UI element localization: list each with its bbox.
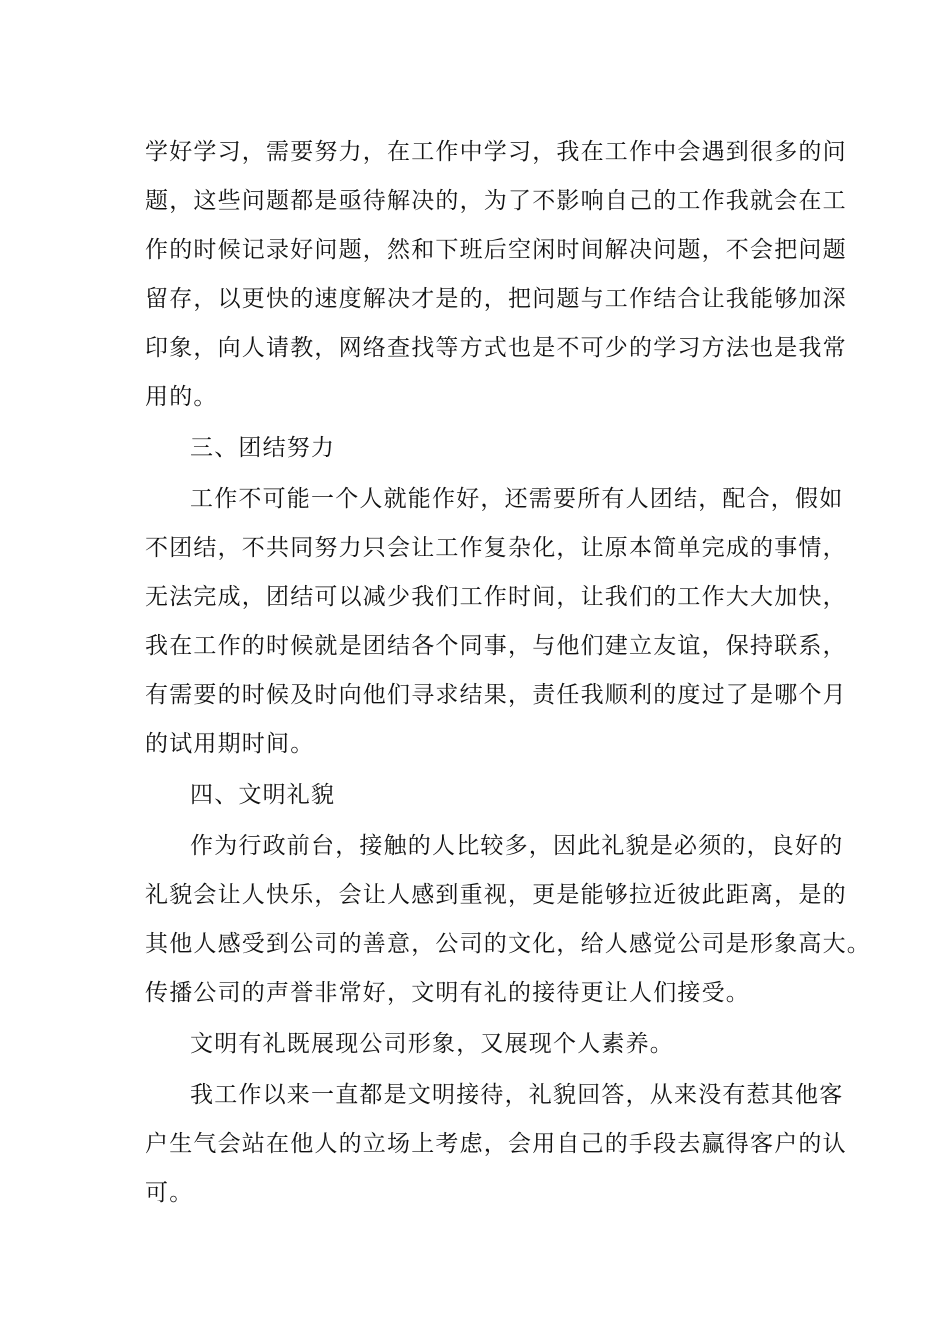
text-line: 的试用期时间。 bbox=[145, 731, 315, 757]
text-line: 我在工作的时候就是团结各个同事，与他们建立友谊，保持联系， bbox=[145, 633, 847, 659]
text-line: 留存，以更快的速度解决才是的，把问题与工作结合让我能够加深 bbox=[145, 286, 847, 312]
text-line: 文明有礼既展现公司形象，又展现个人素养。 bbox=[190, 1031, 674, 1057]
text-line: 印象，向人请教，网络查找等方式也是不可少的学习方法也是我常 bbox=[145, 335, 847, 361]
text-line: 学好学习，需要努力，在工作中学习，我在工作中会遇到很多的问 bbox=[145, 139, 847, 165]
text-line: 户生气会站在他人的立场上考虑，会用自己的手段去赢得客户的认 bbox=[145, 1131, 847, 1157]
text-line: 用的。 bbox=[145, 384, 218, 410]
text-line: 我工作以来一直都是文明接待，礼貌回答，从来没有惹其他客 bbox=[190, 1082, 844, 1108]
text-line: 工作不可能一个人就能作好，还需要所有人团结，配合，假如 bbox=[190, 486, 844, 512]
text-line: 可。 bbox=[145, 1180, 194, 1206]
text-line: 不团结，不共同努力只会让工作复杂化，让原本简单完成的事情， bbox=[145, 535, 847, 561]
section-heading-four: 四、文明礼貌 bbox=[190, 782, 336, 808]
section-heading-three: 三、团结努力 bbox=[190, 435, 336, 461]
text-line: 作为行政前台，接触的人比较多，因此礼貌是必须的，良好的 bbox=[190, 833, 844, 859]
text-line: 传播公司的声誉非常好，文明有礼的接待更让人们接受。 bbox=[145, 980, 750, 1006]
text-line: 作的时候记录好问题，然和下班后空闲时间解决问题，不会把问题 bbox=[145, 237, 847, 263]
text-line: 其他人感受到公司的善意，公司的文化，给人感觉公司是形象高大。 bbox=[145, 931, 871, 957]
text-line: 有需要的时候及时向他们寻求结果，责任我顺利的度过了是哪个月 bbox=[145, 682, 847, 708]
text-line: 无法完成，团结可以减少我们工作时间，让我们的工作大大加快， bbox=[145, 584, 847, 610]
text-line: 题，这些问题都是亟待解决的，为了不影响自己的工作我就会在工 bbox=[145, 188, 847, 214]
text-line: 礼貌会让人快乐，会让人感到重视，更是能够拉近彼此距离，是的 bbox=[145, 882, 847, 908]
